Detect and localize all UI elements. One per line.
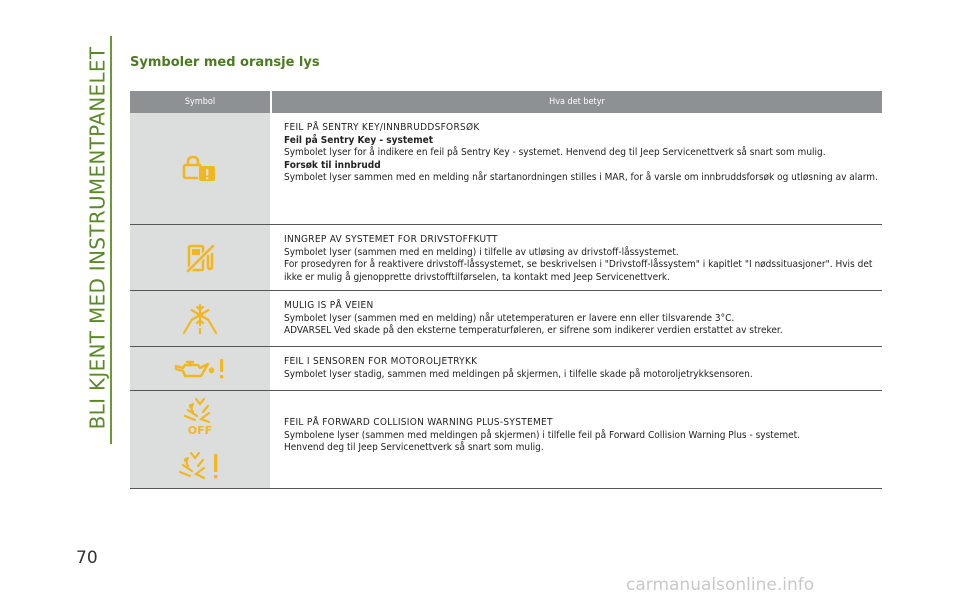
row-text: ADVARSEL Ved skade på den eksterne temperaturføleren, er sifrene som indikerer verdien erstattet av streker.	[284, 325, 783, 336]
row-title: FEIL PÅ FORWARD COLLISION WARNING PLUS-SYSTEMET	[284, 417, 553, 428]
page-number: 70	[76, 548, 98, 568]
symbol-cell	[130, 225, 270, 290]
description-cell	[270, 391, 882, 488]
side-chapter-title: BLI KJENT MED INSTRUMENTPANELET	[85, 46, 110, 429]
row-text: For prosedyren for å reaktivere drivstoff-låssystemet, se beskrivelsen i "Drivstoff-låssystem" i kapitlet "I nødssituasjoner". Hvis det ikke er mulig å gjenopprette drivstofftilførselen, ta kontakt med Jeep Servicenettverk.	[284, 259, 873, 283]
section-title: Symboler med oransje lys	[130, 55, 320, 70]
row-text: Symbolet lyser for å indikere en feil på Sentry Key - systemet. Henvend deg til Jeep Servicenettverk så snart som mulig.	[284, 147, 826, 158]
off-label: OFF	[187, 423, 213, 436]
side-rule	[110, 36, 112, 444]
forward-collision-warning-icon	[177, 450, 223, 484]
row-text: Symbolet lyser (sammen med en melding) i tilfelle av utløsing av drivstoff-låssystemet.	[284, 246, 679, 258]
forward-collision-off-icon	[179, 396, 221, 436]
fuel-cutoff-icon	[184, 242, 216, 274]
header-meaning: Hva det betyr	[272, 91, 882, 113]
row-title: INNGREP AV SYSTEMET FOR DRIVSTOFFKUTT	[284, 234, 498, 245]
table-row	[130, 391, 882, 489]
symbol-cell	[130, 291, 270, 346]
table-row	[130, 225, 882, 291]
description-cell	[270, 347, 882, 390]
table-row	[130, 347, 882, 391]
symbol-cell	[130, 113, 270, 224]
row-title: FEIL PÅ SENTRY KEY/INNBRUDDSFORSØK	[284, 122, 480, 133]
row-text: Symbolet lyser (sammen med en melding) når utetemperaturen er lavere enn eller tilsvarende 3°C.	[284, 312, 735, 324]
row-title: FEIL I SENSOREN FOR MOTOROLJETRYKK	[284, 356, 478, 367]
symbol-table	[130, 91, 882, 489]
oil-pressure-sensor-icon	[172, 356, 228, 382]
row-text: Symbolene lyser (sammen med meldingen på skjermen) i tilfelle feil på Forward Collision Warning Plus - systemet.	[284, 429, 801, 441]
row-text: Symbolet lyser stadig, sammen med meldingen på skjermen, i tilfelle skade på motoroljetrykksensoren.	[284, 368, 753, 380]
header-symbol: Symbol	[130, 91, 270, 113]
symbol-cell	[130, 347, 270, 390]
table-header	[130, 91, 882, 113]
icy-road-icon	[181, 302, 219, 336]
row-subheading: Forsøk til innbrudd	[284, 159, 381, 171]
table-row	[130, 291, 882, 347]
row-title: MULIG IS PÅ VEIEN	[284, 300, 374, 311]
description-cell	[270, 113, 882, 224]
table-row	[130, 113, 882, 225]
symbol-cell	[130, 391, 270, 488]
watermark: carmanualsonline.info	[626, 575, 815, 595]
row-subheading: Feil på Sentry Key - systemet	[284, 134, 434, 146]
row-text: Henvend deg til Jeep Servicenettverk så snart som mulig.	[284, 442, 544, 453]
description-cell	[270, 291, 882, 346]
lock-warning-icon	[180, 154, 220, 184]
row-text: Symbolet lyser sammen med en melding når startanordningen stilles i MAR, for å varsle om innbruddsforsøk og utløsning av alarm.	[284, 172, 878, 183]
description-cell	[270, 225, 882, 290]
